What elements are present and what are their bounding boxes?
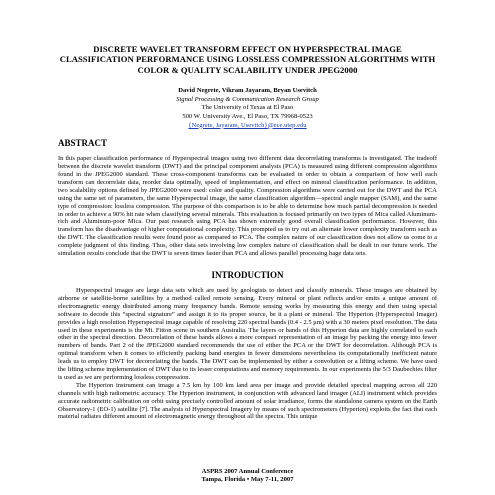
footer-conference: ASPRS 2007 Annual Conference <box>201 468 294 475</box>
author-names: David Negrete, Vikram Jayaram, Bryan Usevitch <box>178 87 317 95</box>
page-footer <box>0 468 495 484</box>
abstract-text: In this paper classification performance of Hyperspectral images using two different data decorrelating transforms is investigated. The tradeoff between the discrete wavelet transform (DWT) and the principal component analysis (PCA) is measured using different compression algorithms found in the JPEG2000 standard. These cross-component transforms can be evaluated in order to obtain a comparison of how well each transform can decorrelate data, reorder data optimally, speed of implementation, and effect on mineral classification performance. In addition, two scalability options defined by JPEG2000 were used: color and quality. Compression algorithms were carried out for the DWT and the PCA using the same set of parameters, the same Hyperspectral image, the same classification algorithm—spectral angle mapper (SAM), and the same type of compression: lossless compression. The purpose of this comparison is to be able to determine how much partial decompression is needed in order to achieve a 90% hit rate when classifying several minerals. This evaluation is focused primarily on two types of Mica called Aluminum-rich and Aluminum-poor Mica. Our past research using PCA has shown extremely good overall classification performance. However, this transform has the disadvantage of higher computational complexity. This prompted us to try out an alternate lower complexity transform such as the DWT. The classification results were found poor as compared to PCA. The complex nature of our classification does not allow us come to a complete judgment of this finding. Thus, other data sets involving low complex nature of classification shall be dealt in our future work. The simulation results conclude that the DWT is seven times faster than PCA and allows parallel processing bage data sets. <box>58 155 437 258</box>
introduction-heading: INTRODUCTION <box>211 269 284 280</box>
footer-location-date: Tampa, Florida • May 7-11, 2007 <box>201 476 294 483</box>
abstract-heading: ABSTRACT <box>58 138 108 149</box>
research-group: Signal Processing & Communication Research Group <box>176 95 319 103</box>
author-emails-link[interactable]: {Negrete, Jayaram, Usevitch}@ece.utep.edu <box>188 121 307 129</box>
introduction-paragraph-2: The Hyperion instrument can image a 7.5 km by 100 km land area per image and provide detailed spectral mapping across all 220 channels with high radiometric accuracy. The Hyperion instrument, in conjunction with advanced land imager (ALI) instrument which provides accurate radiometric calibration on orbit using precisely controlled amount of solar irradiance, forms the standalone camera system on the Earth Observatory-1 (EO-1) satellite [7]. The analysis of Hyperspectral Imagery by means of such spectrometers (Hyperion) exploits the fact that each material radiates different amount of electromagnetic energy throughout all the spectra. This unique <box>58 381 437 421</box>
author-block <box>58 87 437 130</box>
paper-title: DISCRETE WAVELET TRANSFORM EFFECT ON HYPERSPECTRAL IMAGE CLASSIFICATION PERFORMANCE USING LOSSLESS COMPRESSION ALGORITHMS WITH COLOR & QUALITY SCALABILITY UNDER JPEG2000 <box>59 44 436 75</box>
introduction-paragraph-1: Hyperspectral images are large data sets which are used by geologists to detect and classify minerals. These images are obtained by airborne or satellite-borne satellites by a method called remote sensing. Every mineral or plant reflects and/or emits a unique amount of electromagnetic energy distributed among many frequency bands. Remote sensing works by measuring this energy and then using special software to decode this “spectral signature” and assign it to its proper source, be it a plant or mineral. The Hyperion (Hyperspectral Imager) provides a high resolution Hyperspectral image capable of resolving 220 spectral bands (0.4 - 2.5 μm) with a 30 meters pixel resolution. The data used in these experiments is the Mt. Fitton scene in southern Australia. The layers or bands of this Hyperion data are highly correlated to each other in the spectral direction. Decorrelation of these bands allows a more compact representation of an image by packing the energy into fewer numbers of bands. Part 2 of the JPEG2000 standard recommends the use of either the PCA or the DWT for decorrelation. Although PCA is optimal transform when it comes to efficiently packing band energies in fewer dimensions nevertheless its computationally inefficient nature leads us to employ DWT for decorrelating the bands. The DWT can be implemented by either a convolution or a lifting scheme. We have used the lifting scheme implementation of DWT due to its lesser computations and memory requirements. In our experiments the 5/3 Daubechies filter is used as we are performing lossless compression. <box>58 286 437 381</box>
affiliation: The University of Texas at El Paso <box>201 104 294 112</box>
address: 500 W. University Ave., El Paso, TX 79968-0523 <box>182 113 313 120</box>
